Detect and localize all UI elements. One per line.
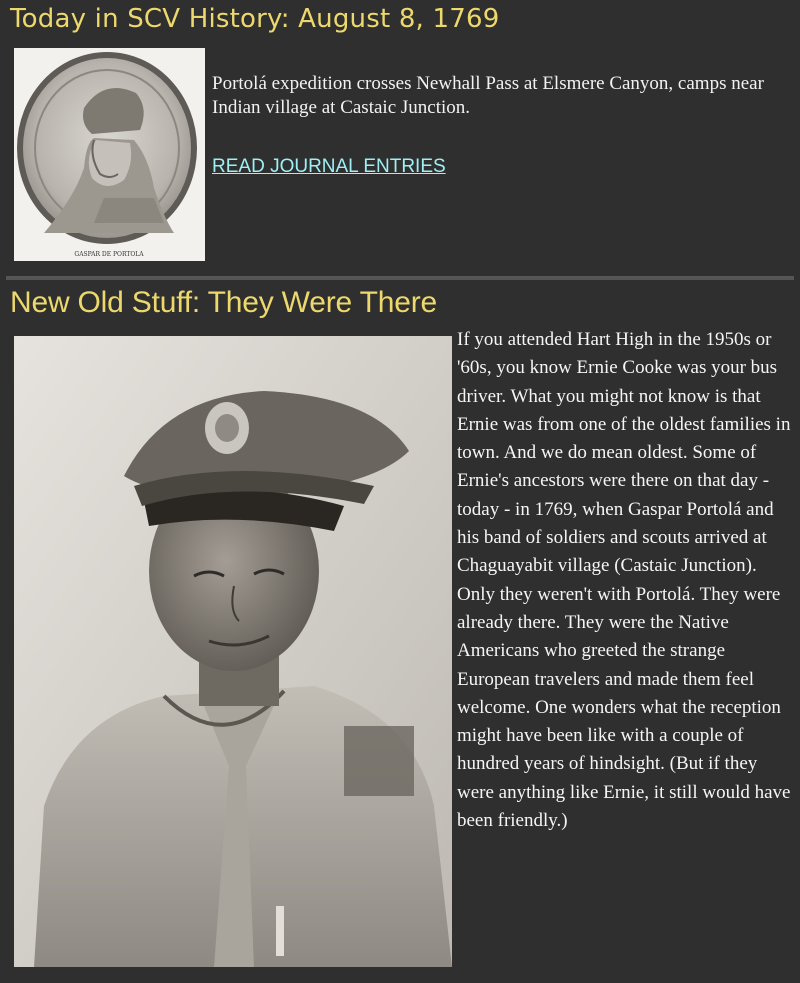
new-old-stuff-heading: New Old Stuff: They Were There <box>10 286 437 319</box>
feature-story-text: If you attended Hart High in the 1950s or '60s, you know Ernie Cooke was your bus driver. What you might not know is that Ernie was from one of the oldest families in town. And we do mean oldest. Some of Ernie's ancestors were there on that day - today - in 1769, when Gaspar Portolá and his band of soldiers and scouts arrived at Chaguayabit village (Castaic Junction). Only they weren't with Portolá. They were already there. They were the Native Americans who greeted the strange European travelers and made them feel welcome. One wonders what the reception might have been like with a couple of hundred years of hindsight. (But if they were anything like Ernie, it still would have been friendly.) <box>457 329 791 832</box>
read-journal-entries-link[interactable]: READ JOURNAL ENTRIES <box>212 156 446 177</box>
section-divider <box>6 276 794 280</box>
portrait-caption: GASPAR DE PORTOLA <box>74 251 144 258</box>
history-summary: Portolá expedition crosses Newhall Pass at Elsmere Canyon, camps near Indian village at Castaic Junction. <box>212 73 764 118</box>
ernie-cooke-photo <box>14 336 452 967</box>
portola-medallion-image <box>14 48 205 261</box>
today-in-history-heading: Today in SCV History: August 8, 1769 <box>10 4 500 34</box>
